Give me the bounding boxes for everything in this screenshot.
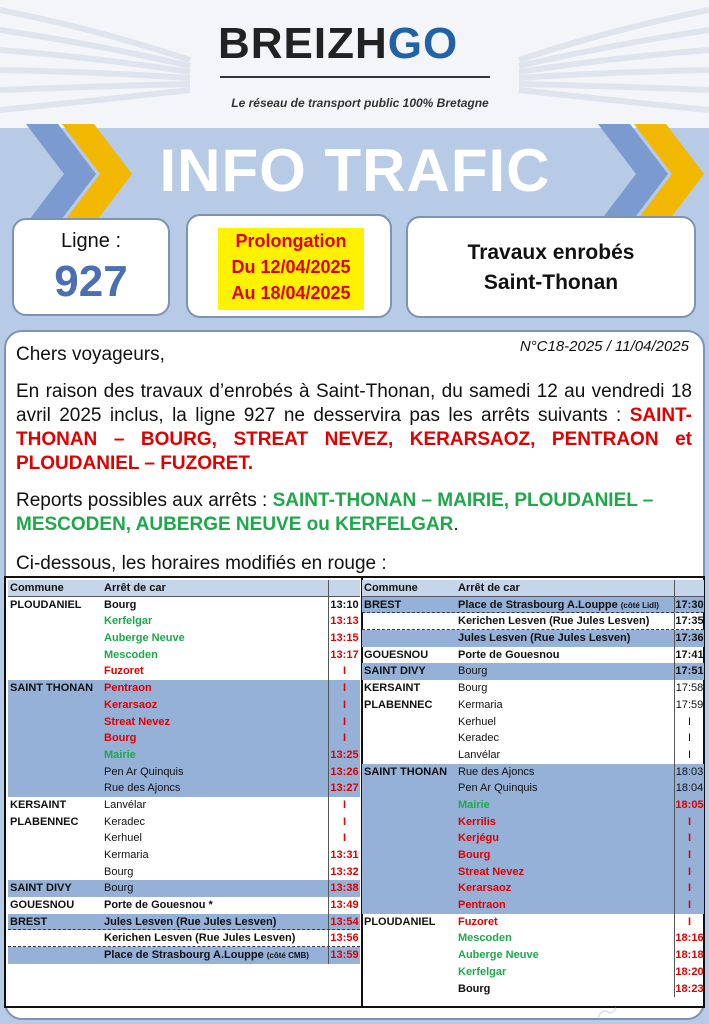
cell-time: 13:31 bbox=[328, 847, 360, 864]
cell-arret bbox=[458, 630, 670, 647]
header-arret: Arrêt de car bbox=[458, 582, 520, 594]
table-row bbox=[8, 597, 360, 614]
cell-time: I bbox=[674, 714, 704, 731]
cell-arret-text: Streat Nevez bbox=[458, 865, 525, 878]
cell-arret bbox=[104, 630, 324, 647]
cell-arret-text: Kermaria bbox=[104, 849, 149, 861]
chevron-right-icon bbox=[590, 124, 709, 224]
decorative-rays-right bbox=[509, 0, 709, 128]
table-row bbox=[8, 780, 360, 797]
table-row bbox=[362, 697, 704, 714]
header bbox=[0, 0, 709, 128]
cell-commune: PLABENNEC bbox=[364, 698, 433, 711]
cell-commune: SAINT THONAN bbox=[10, 682, 94, 695]
table-row bbox=[362, 947, 704, 964]
header-commune: Commune bbox=[10, 582, 64, 594]
cell-commune: GOUESNOU bbox=[364, 648, 429, 661]
cell-time: 13:10 bbox=[328, 597, 360, 614]
cell-time: 17:58 bbox=[674, 680, 704, 697]
cell-arret bbox=[458, 714, 670, 731]
cell-arret bbox=[458, 814, 670, 831]
cell-time: I bbox=[328, 697, 360, 714]
cell-arret bbox=[104, 847, 324, 864]
ligne-label: Ligne : bbox=[60, 230, 122, 252]
cell-commune: SAINT DIVY bbox=[364, 665, 426, 678]
table-row bbox=[8, 714, 360, 731]
cell-arret bbox=[458, 981, 670, 998]
cell-arret bbox=[458, 730, 670, 747]
cell-time: 17:35 bbox=[675, 615, 704, 628]
cell-time: 17:30 bbox=[675, 598, 704, 611]
header-time bbox=[674, 580, 704, 596]
cell-commune: BREST bbox=[364, 598, 402, 611]
travaux-card bbox=[406, 216, 696, 318]
cell-arret-suffix: (côté Lidl) bbox=[620, 600, 659, 610]
cell-arret-text: Pen Ar Quinquis bbox=[458, 782, 538, 795]
cell-arret-text: Mairie bbox=[458, 798, 490, 811]
cell-arret bbox=[458, 797, 670, 814]
cell-arret-text: Kermaria bbox=[458, 698, 503, 711]
cell-arret bbox=[458, 697, 670, 714]
cell-time: 18:20 bbox=[674, 964, 704, 981]
cell-time: 17:59 bbox=[674, 697, 704, 714]
cell-time: I bbox=[674, 880, 704, 897]
cell-time: 13:49 bbox=[328, 897, 360, 914]
cell-arret bbox=[104, 697, 324, 714]
table-row bbox=[8, 613, 360, 630]
cell-time: 18:23 bbox=[674, 981, 704, 998]
table-row bbox=[362, 714, 704, 731]
table-row bbox=[362, 814, 704, 831]
cell-arret bbox=[104, 613, 324, 630]
cell-arret bbox=[104, 780, 324, 797]
cell-arret bbox=[104, 897, 324, 914]
cell-arret-text: Kerfelgar bbox=[104, 615, 153, 628]
table-row bbox=[362, 797, 704, 814]
cell-arret bbox=[104, 797, 324, 814]
reports-stops: SAINT-THONAN – MAIRIE, PLOUDANIEL – MESCODEN, AUBERGE NEUVE ou KERFELGAR bbox=[16, 490, 654, 535]
table-row bbox=[362, 897, 704, 914]
cell-arret bbox=[458, 947, 670, 964]
table-row bbox=[362, 981, 704, 998]
table-row bbox=[8, 930, 360, 947]
cell-arret bbox=[458, 930, 670, 947]
table-header bbox=[8, 580, 360, 597]
cell-arret bbox=[458, 830, 670, 847]
cell-arret-text: Auberge Neuve bbox=[458, 949, 539, 962]
travaux-line1: Travaux enrobés bbox=[467, 241, 635, 264]
table-row bbox=[362, 914, 704, 931]
table-row bbox=[362, 730, 704, 747]
cell-arret-text: Lanvélar bbox=[104, 798, 147, 811]
not-served-stops: SAINT-THONAN – BOURG, STREAT NEVEZ, KERARSAOZ, PENTRAON et PLOUDANIEL – FUZORET. bbox=[16, 405, 693, 474]
cell-time: 17:41 bbox=[674, 647, 704, 664]
cell-time: 17:36 bbox=[674, 630, 704, 647]
cell-commune: SAINT DIVY bbox=[10, 882, 72, 895]
cell-arret bbox=[104, 880, 324, 897]
cell-arret-text: Rue des Ajoncs bbox=[104, 782, 181, 795]
cell-arret-text: Lanvélar bbox=[458, 748, 501, 761]
timetable-return bbox=[362, 580, 704, 997]
table-row bbox=[8, 847, 360, 864]
cell-arret-text: Keradec bbox=[104, 815, 145, 828]
logo-underline bbox=[220, 76, 490, 78]
table-row bbox=[8, 697, 360, 714]
cell-arret bbox=[104, 814, 324, 831]
cell-arret bbox=[458, 647, 670, 664]
cell-arret-text: Auberge Neuve bbox=[104, 632, 185, 645]
cell-arret bbox=[458, 597, 670, 615]
cell-arret-text: Kerhuel bbox=[458, 715, 496, 728]
cell-arret bbox=[104, 747, 324, 764]
travaux-line2: Saint-Thonan bbox=[483, 271, 619, 294]
cell-commune: BREST bbox=[10, 915, 48, 928]
table-header bbox=[362, 580, 704, 597]
cell-arret-text: Kerrilis bbox=[458, 815, 496, 828]
header-time bbox=[328, 580, 360, 596]
cell-time: 13:25 bbox=[328, 747, 360, 764]
cell-arret-text: Kerichen Lesven (Rue Jules Lesven) bbox=[104, 932, 296, 945]
cell-arret bbox=[104, 663, 324, 680]
cell-time: 13:15 bbox=[328, 630, 360, 647]
cell-arret bbox=[458, 780, 670, 797]
cell-time: I bbox=[328, 663, 360, 680]
cell-commune: KERSAINT bbox=[364, 682, 421, 695]
cell-time: I bbox=[328, 830, 360, 847]
header-commune: Commune bbox=[364, 582, 418, 594]
cell-arret-text: Bourg bbox=[104, 865, 134, 878]
cell-arret bbox=[458, 880, 670, 897]
ligne-number: 927 bbox=[54, 257, 128, 306]
cell-time: 13:38 bbox=[328, 880, 360, 897]
table-row bbox=[362, 647, 704, 664]
cell-time: 13:13 bbox=[328, 613, 360, 630]
table-row bbox=[8, 914, 360, 931]
cell-arret bbox=[458, 914, 670, 931]
cell-arret-text: Place de Strasbourg A.Louppe bbox=[104, 949, 264, 962]
table-row bbox=[362, 613, 704, 630]
prolongation-line3: Au 18/04/2025 bbox=[231, 283, 351, 303]
cell-time: I bbox=[328, 714, 360, 731]
intro-paragraph bbox=[16, 380, 692, 476]
cell-commune: PLOUDANIEL bbox=[10, 598, 82, 611]
cell-commune: PLOUDANIEL bbox=[364, 915, 436, 928]
cell-time: 13:26 bbox=[328, 764, 360, 781]
table-row bbox=[362, 930, 704, 947]
cell-arret bbox=[104, 764, 324, 781]
cell-arret bbox=[104, 597, 324, 614]
prolongation-line1: Prolongation bbox=[235, 231, 347, 251]
cell-arret-text: Kerarsaoz bbox=[104, 698, 158, 711]
table-row bbox=[8, 830, 360, 847]
table-row bbox=[8, 814, 360, 831]
table-row bbox=[362, 880, 704, 897]
table-row bbox=[8, 630, 360, 647]
table-row bbox=[362, 663, 704, 680]
header-arret: Arrêt de car bbox=[104, 582, 166, 594]
cell-time: I bbox=[674, 847, 704, 864]
cell-arret-text: Kerichen Lesven (Rue Jules Lesven) bbox=[458, 615, 650, 628]
cell-time: I bbox=[674, 747, 704, 764]
cell-time: 18:18 bbox=[674, 947, 704, 964]
cell-time: I bbox=[674, 864, 704, 881]
cell-time: 13:54 bbox=[328, 914, 360, 930]
table-row bbox=[362, 764, 704, 781]
decorative-rays-left bbox=[0, 0, 200, 128]
cell-arret-text: Mescoden bbox=[458, 932, 512, 945]
cell-time: 13:27 bbox=[328, 780, 360, 797]
cell-arret bbox=[458, 613, 670, 630]
cell-commune: KERSAINT bbox=[10, 798, 67, 811]
cell-arret-text: Pen Ar Quinquis bbox=[104, 765, 184, 778]
cell-arret bbox=[458, 663, 670, 680]
cell-time: 13:32 bbox=[328, 864, 360, 881]
cell-arret bbox=[458, 764, 670, 781]
cell-arret-text: Kerfelgar bbox=[458, 965, 507, 978]
table-row bbox=[8, 864, 360, 881]
cell-time: 18:05 bbox=[674, 797, 704, 814]
table-row bbox=[8, 663, 360, 680]
table-row bbox=[362, 864, 704, 881]
cell-arret-text: Streat Nevez bbox=[104, 715, 171, 728]
chevron-left-icon bbox=[18, 124, 138, 224]
cell-arret-text: Bourg bbox=[104, 882, 134, 895]
table-row bbox=[362, 847, 704, 864]
table-row bbox=[8, 880, 360, 897]
table-row bbox=[8, 747, 360, 764]
cell-arret bbox=[104, 647, 324, 664]
cell-arret-text: Fuzoret bbox=[458, 915, 498, 928]
cell-arret-text: Rue des Ajoncs bbox=[458, 765, 535, 778]
cell-arret bbox=[458, 747, 670, 764]
timetable-outbound bbox=[8, 580, 360, 964]
cell-time: 18:16 bbox=[674, 930, 704, 947]
cell-arret bbox=[458, 964, 670, 981]
cell-time: 13:59 bbox=[328, 947, 360, 964]
cell-time: I bbox=[328, 797, 360, 814]
cell-arret bbox=[458, 864, 670, 881]
table-row bbox=[8, 730, 360, 747]
cell-arret bbox=[104, 864, 324, 881]
decorative-swirl-icon bbox=[596, 1004, 618, 1022]
timetable bbox=[4, 576, 705, 1008]
table-row bbox=[362, 964, 704, 981]
cell-time: I bbox=[674, 914, 704, 931]
cell-arret-text: Keradec bbox=[458, 732, 499, 745]
cell-arret bbox=[104, 947, 324, 965]
table-row bbox=[362, 680, 704, 697]
cell-arret-text: Bourg bbox=[458, 982, 491, 995]
cell-arret-text: Bourg bbox=[458, 682, 488, 695]
table-row bbox=[8, 647, 360, 664]
cell-arret-text: Mescoden bbox=[104, 648, 158, 661]
reports-label: Reports possibles aux arrêts : bbox=[16, 490, 268, 511]
greeting: Chers voyageurs, bbox=[16, 344, 165, 365]
cell-time: 13:56 bbox=[328, 930, 360, 946]
cell-time: I bbox=[328, 814, 360, 831]
cell-arret bbox=[104, 714, 324, 731]
breizhgo-logo: BREIZHGO bbox=[218, 19, 459, 68]
table-row bbox=[8, 764, 360, 781]
cell-commune: PLABENNEC bbox=[10, 815, 79, 828]
cell-arret-text: Bourg bbox=[104, 732, 137, 745]
cell-arret-text: Porte de Gouesnou bbox=[458, 648, 560, 661]
ligne-card bbox=[12, 218, 170, 316]
table-row bbox=[8, 947, 360, 964]
cell-arret bbox=[104, 930, 324, 947]
table-intro: Ci-dessous, les horaires modifiés en rouge : bbox=[16, 553, 387, 574]
cell-time: 18:04 bbox=[674, 780, 704, 797]
table-row bbox=[362, 780, 704, 797]
table-row bbox=[8, 797, 360, 814]
cell-time: 17:51 bbox=[674, 663, 704, 680]
table-row bbox=[362, 630, 704, 647]
cell-arret bbox=[458, 897, 670, 914]
intro-text: En raison des travaux d’enrobés à Saint-Thonan, du samedi 12 au vendredi 18 avril 2025 inclus, la ligne 927 ne desservira pas les arrêts suivants : bbox=[16, 381, 692, 426]
tagline: Le réseau de transport public 100% Bretagne bbox=[231, 96, 489, 110]
cell-arret-text: Place de Strasbourg A.Louppe bbox=[458, 598, 618, 611]
cell-time: I bbox=[674, 830, 704, 847]
cell-commune: SAINT THONAN bbox=[364, 765, 448, 778]
cell-time: I bbox=[674, 897, 704, 914]
page-title: INFO TRAFIC bbox=[159, 137, 551, 204]
prolongation-highlight bbox=[218, 228, 364, 310]
cell-arret-text: Fuzoret bbox=[104, 665, 144, 678]
cell-time: I bbox=[328, 680, 360, 697]
cell-arret-text: Kerjégu bbox=[458, 832, 499, 845]
cell-time: 13:17 bbox=[328, 647, 360, 664]
reports-end: . bbox=[453, 514, 459, 535]
cell-arret-text: Jules Lesven (Rue Jules Lesven) bbox=[458, 632, 631, 645]
cell-arret-text: Kerarsaoz bbox=[458, 882, 512, 895]
cell-time: I bbox=[674, 814, 704, 831]
cell-arret-suffix: (côté CMB) bbox=[266, 951, 309, 961]
cell-arret-text: Jules Lesven (Rue Jules Lesven) bbox=[104, 915, 277, 928]
cell-time: 18:03 bbox=[674, 764, 704, 781]
cell-arret bbox=[104, 730, 324, 747]
prolongation-card bbox=[186, 214, 392, 318]
cell-arret bbox=[104, 914, 324, 931]
table-row bbox=[362, 597, 704, 614]
cell-arret bbox=[458, 680, 670, 697]
table-row bbox=[8, 897, 360, 914]
cell-arret-text: Kerhuel bbox=[104, 832, 142, 845]
cell-arret-text: Porte de Gouesnou * bbox=[104, 899, 213, 912]
cell-arret-text: Bourg bbox=[104, 598, 137, 611]
prolongation-line2: Du 12/04/2025 bbox=[231, 257, 351, 277]
cell-arret-text: Bourg bbox=[458, 665, 488, 678]
cell-arret bbox=[104, 830, 324, 847]
reports-paragraph bbox=[16, 489, 696, 537]
table-row bbox=[8, 680, 360, 697]
cell-arret bbox=[104, 680, 324, 697]
cell-time: I bbox=[328, 730, 360, 747]
cell-arret-text: Pentraon bbox=[104, 682, 152, 695]
cell-arret-text: Bourg bbox=[458, 849, 491, 861]
cell-arret-text: Pentraon bbox=[458, 899, 506, 912]
table-row bbox=[362, 747, 704, 764]
cell-time: I bbox=[674, 730, 704, 747]
notice-reference: N°C18-2025 / 11/04/2025 bbox=[519, 338, 689, 355]
cell-arret bbox=[458, 847, 670, 864]
table-row bbox=[362, 830, 704, 847]
cell-arret-text: Mairie bbox=[104, 748, 136, 761]
cell-commune: GOUESNOU bbox=[10, 899, 75, 912]
